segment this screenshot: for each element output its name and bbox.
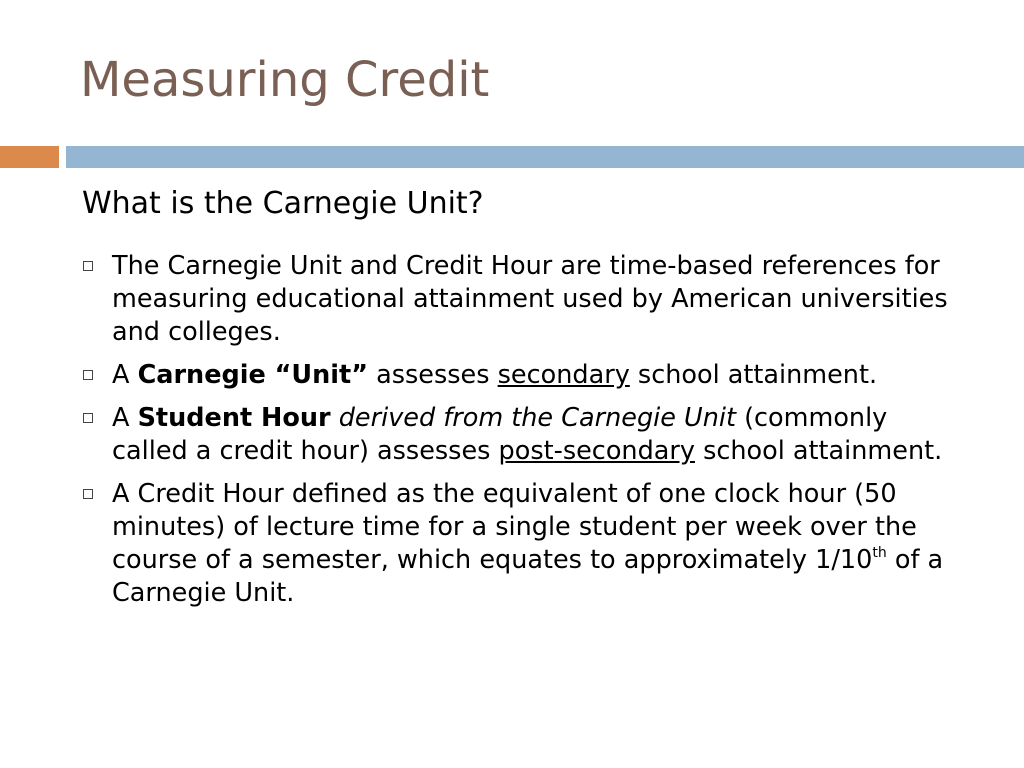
bold-term: Student Hour bbox=[137, 403, 331, 433]
bullet-text: The Carnegie Unit and Credit Hour are time-based references for measuring educational attainment used by American universities and colleges. bbox=[112, 251, 948, 347]
bullet-list bbox=[80, 250, 950, 620]
slide-subtitle: What is the Carnegie Unit? bbox=[82, 186, 484, 221]
accent-bar-blue bbox=[66, 146, 1024, 168]
bullet-text: (commonly called a credit hour) assesses bbox=[112, 403, 888, 466]
bullet-item-4 bbox=[80, 478, 950, 610]
bullet-text bbox=[331, 403, 339, 433]
superscript: th bbox=[872, 545, 887, 561]
bullet-item-3 bbox=[80, 402, 950, 468]
bullet-text: of a Carnegie Unit. bbox=[112, 545, 944, 608]
square-bullet-icon bbox=[83, 489, 93, 499]
bullet-item-1 bbox=[80, 250, 950, 349]
bold-term: Carnegie “Unit” bbox=[137, 360, 368, 390]
bullet-text: school attainment. bbox=[694, 436, 943, 466]
italic-phrase: derived from the Carnegie Unit bbox=[338, 403, 736, 433]
square-bullet-icon bbox=[83, 370, 93, 380]
bullet-text: A bbox=[112, 360, 138, 390]
bullet-text: assesses bbox=[367, 360, 498, 390]
bullet-text: A bbox=[112, 403, 138, 433]
accent-bar-orange bbox=[0, 146, 59, 168]
bullet-text: A Credit Hour defined as the equivalent of one clock hour (50 minutes) of lecture time for a single student per week over the course of a semester, which equates to approximately 1/10 bbox=[112, 479, 917, 575]
bullet-text: school attainment. bbox=[629, 360, 878, 390]
underlined-term: secondary bbox=[497, 360, 630, 390]
slide-title: Measuring Credit bbox=[80, 52, 490, 108]
square-bullet-icon bbox=[83, 261, 93, 271]
square-bullet-icon bbox=[83, 413, 93, 423]
bullet-item-2 bbox=[80, 359, 950, 392]
underlined-term: post-secondary bbox=[498, 436, 695, 466]
